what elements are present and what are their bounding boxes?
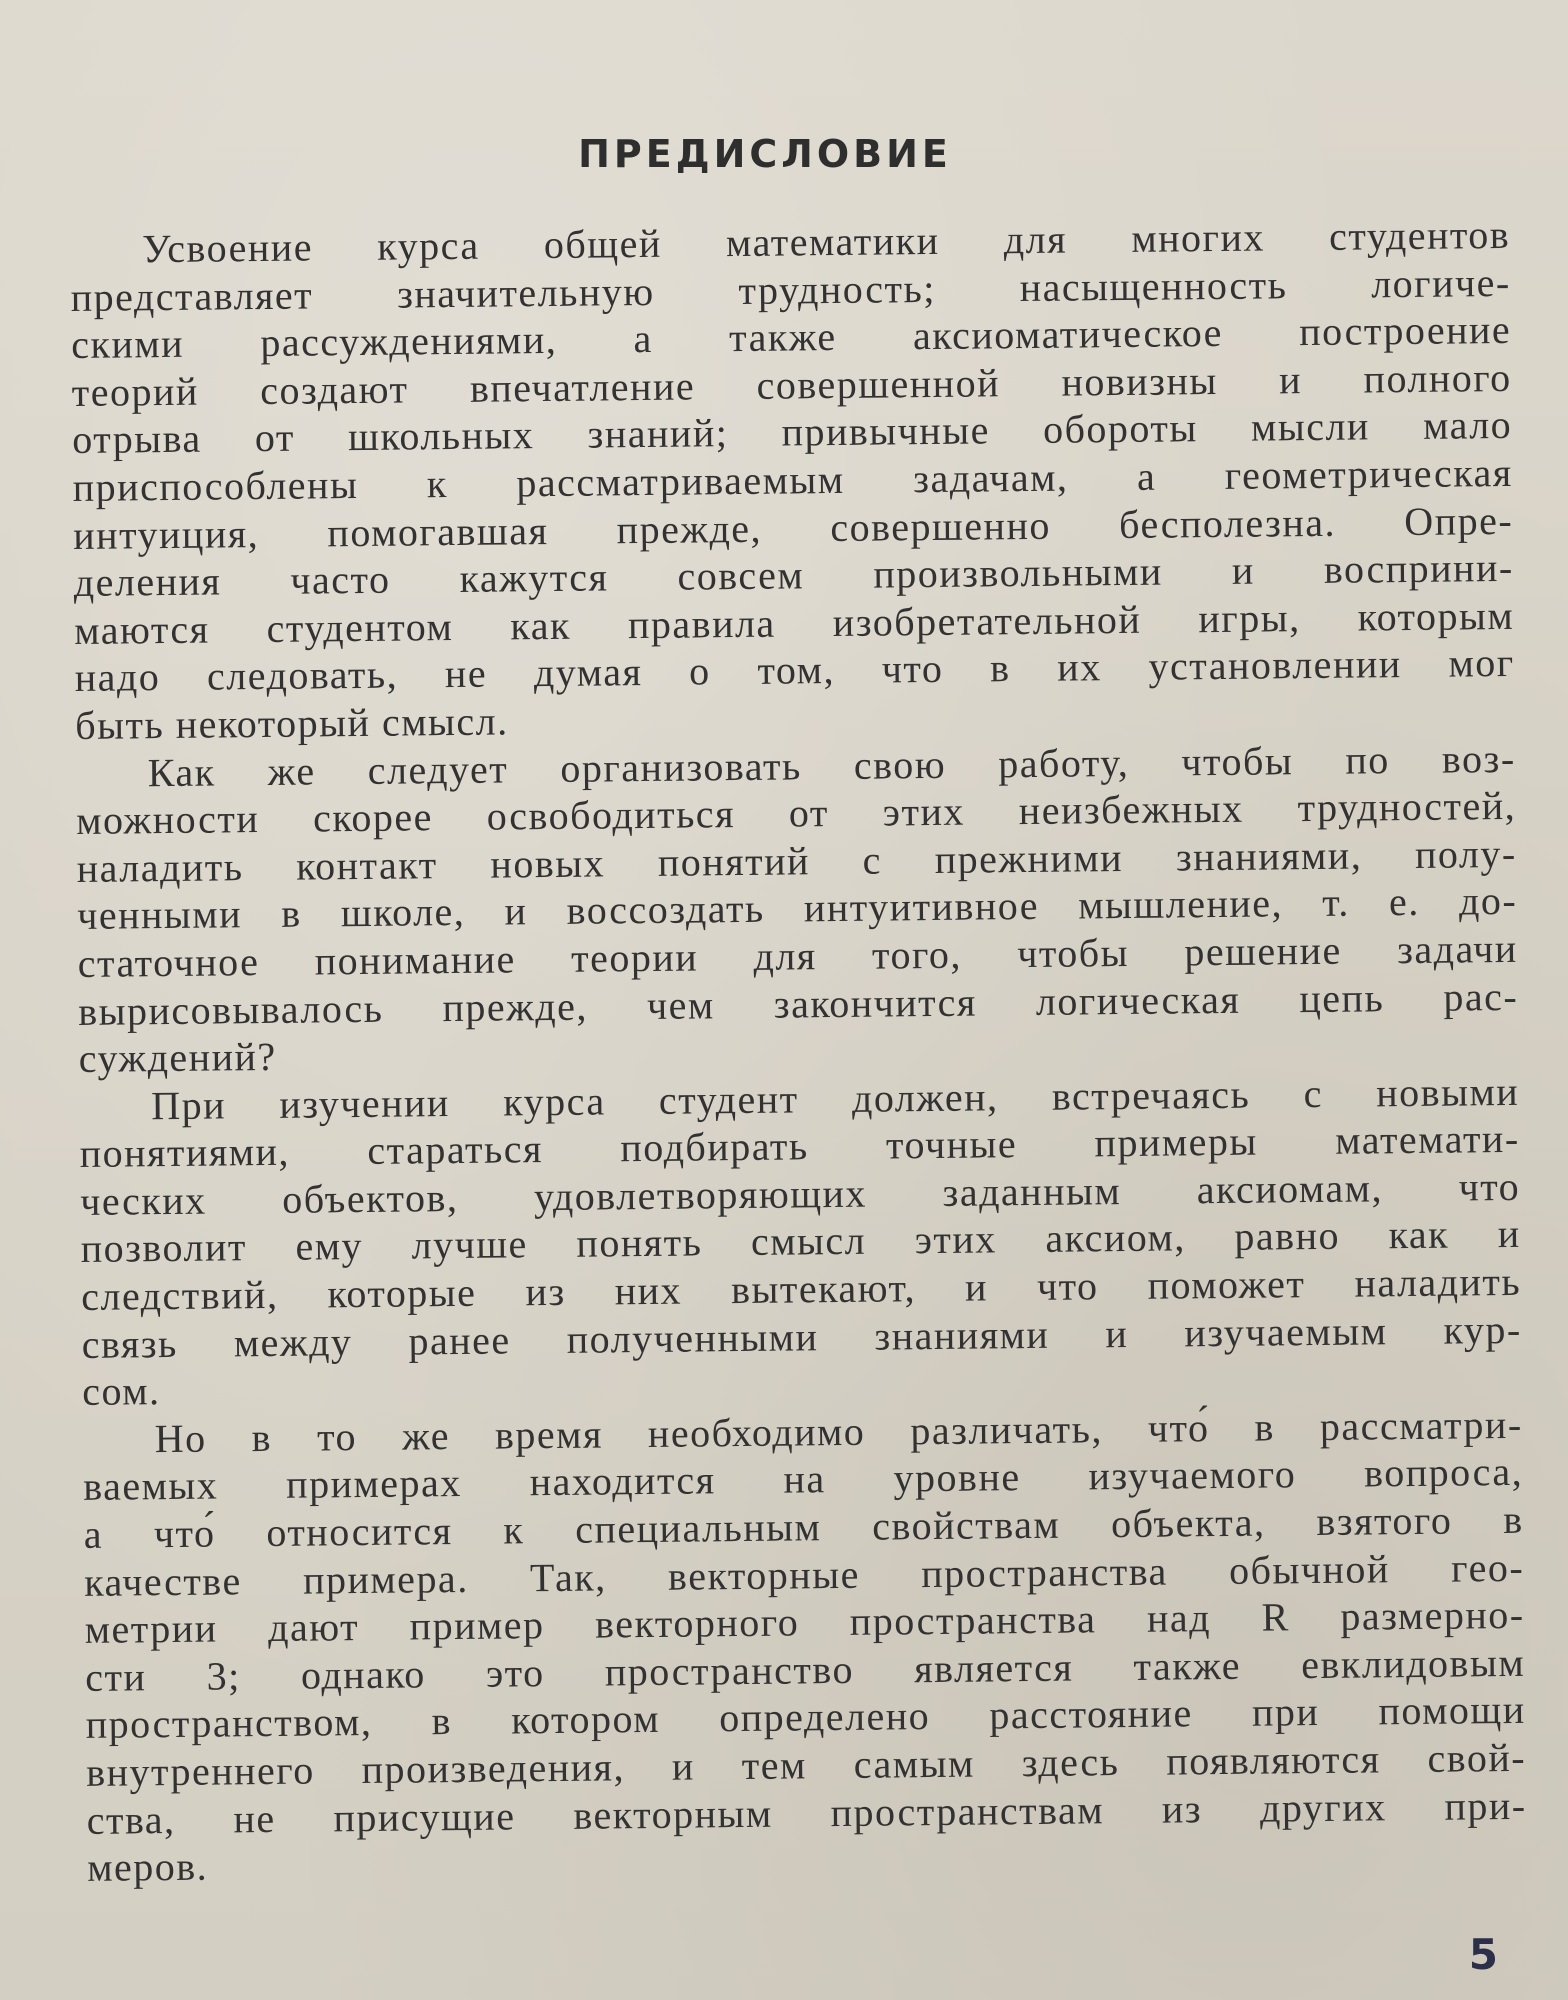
text-line: пространством, в котором определено расстояние при помощи (85, 1687, 1526, 1748)
paragraph-4 (82, 1401, 1527, 1892)
text-line: Как же следует организовать свою работу, чтобы по воз- (147, 735, 1516, 795)
text-line: связь между ранее полученными знаниями и изучаемым кур- (81, 1306, 1522, 1367)
text-line: маются студентом как правила изобретательной игры, которым (73, 592, 1515, 653)
text-line: сом. (81, 1368, 161, 1415)
text-line: представляет значительную трудность; насыщенность логиче- (70, 259, 1511, 320)
text-line: внутреннего произведения, и тем самым здесь появляются свой- (85, 1734, 1527, 1795)
text-line: Усвоение курса общей математики для многих студентов (142, 211, 1511, 272)
text-line: При изучении курса студент должен, встречаясь с новыми (150, 1068, 1520, 1128)
paragraph-1 (70, 211, 1515, 750)
text-line: качестве примера. Так, векторные пространства обычной гео- (83, 1544, 1525, 1605)
text-line: суждений? (78, 1033, 277, 1082)
text-line: сти 3; однако это пространство является также евклидовым (84, 1639, 1526, 1700)
text-line: следствий, которые из них вытекают, и что поможет наладить (80, 1258, 1522, 1320)
text-line: а что́ относится к специальным свойствам объекта, взятого в (83, 1496, 1524, 1557)
text-line: надо следовать, не думая о том, что в их установлении мог (74, 640, 1515, 701)
text-line: можности скорее освободиться от этих неизбежных трудностей, (75, 783, 1517, 844)
text-line: деления часто кажутся совсем произвольными и восприни- (73, 545, 1514, 606)
preface-text (70, 211, 1527, 1892)
text-line: вырисовывалось прежде, чем закончится логическая цепь рас- (77, 973, 1519, 1034)
text-line: ченными в школе, и воссоздать интуитивное мышление, т. е. до- (76, 878, 1518, 939)
paragraph-3 (79, 1068, 1522, 1416)
text-line: интуиция, помогавшая прежде, совершенно бесполезна. Опре- (73, 497, 1514, 558)
text-line: наладить контакт новых понятий с прежними знаниями, полу- (76, 830, 1517, 891)
text-line: ства, не присущие векторным пространствам из других при- (86, 1782, 1527, 1843)
text-line: позволит ему лучше понять смысл этих аксиом, равно как и (80, 1211, 1521, 1272)
text-line: меров. (86, 1843, 209, 1891)
text-line: Но в то же время необходимо различать, что́ в рассматри- (154, 1401, 1523, 1462)
text-line: отрыва от школьных знаний; привычные обороты мысли мало (72, 402, 1513, 463)
text-line: понятиями, стараться подбирать точные примеры математи- (79, 1116, 1520, 1177)
text-line: статочное понимание теории для того, чтобы решение задачи (77, 925, 1518, 986)
text-line: ваемых примерах находится на уровне изучаемого вопроса, (82, 1449, 1524, 1510)
text-line: быть некоторый смысл. (74, 698, 509, 748)
page-title: ПРЕДИСЛОВИЕ (578, 132, 952, 176)
text-line: ческих объектов, удовлетворяющих заданным аксиомам, что (79, 1163, 1521, 1224)
paragraph-2 (75, 734, 1518, 1082)
text-line: метрии дают пример векторного пространства над R размерно- (84, 1592, 1525, 1653)
text-line: теорий создают впечатление совершенной новизны и полного (71, 354, 1512, 415)
page-number: 5 (1468, 1930, 1498, 1979)
text-line: скими рассуждениями, а также аксиоматическое построение (71, 307, 1512, 368)
text-line: приспособлены к рассматриваемым задачам, а геометрическая (72, 449, 1513, 510)
